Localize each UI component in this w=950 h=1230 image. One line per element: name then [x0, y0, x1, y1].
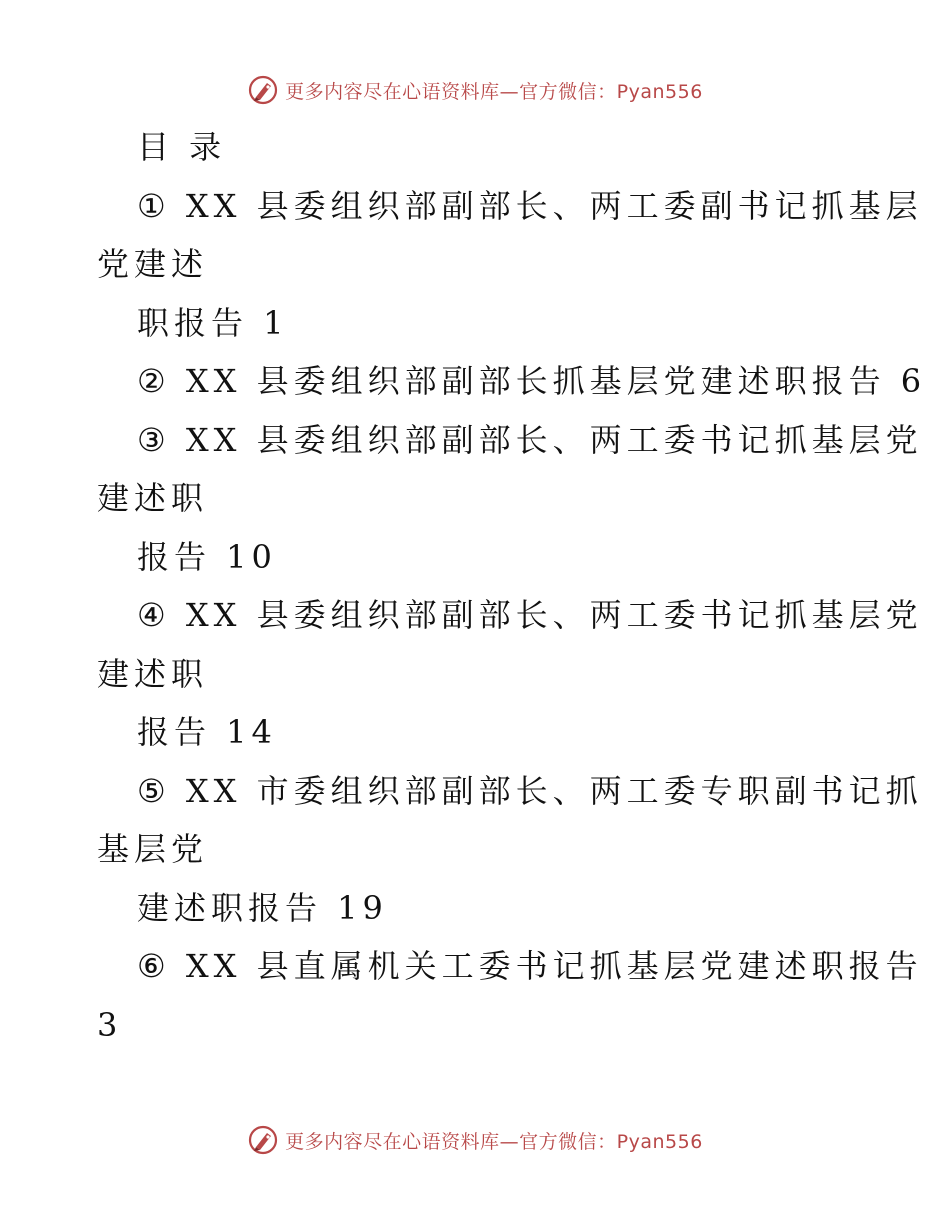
- table-of-contents: [97, 118, 927, 1054]
- footer-watermark-banner: [0, 1120, 950, 1160]
- toc-entry-5-page: 建述职报告 19: [137, 888, 388, 927]
- toc-entry-6-page: 3: [97, 1005, 123, 1044]
- toc-entry-2: ② XX 县委组织部副部长抓基层党建述职报告 6: [137, 362, 927, 400]
- toc-entry-3: ③ XX 县委组织部副部长、两工委书记抓基层党: [137, 420, 923, 459]
- toc-entry-6: ⑥ XX 县直属机关工委书记抓基层党建述职报告: [137, 947, 923, 985]
- pen-logo-icon: [247, 74, 279, 106]
- toc-entry-1-cont: 党建述: [97, 245, 209, 283]
- header-watermark-banner: [0, 70, 950, 110]
- toc-entry-3-page: 报告 10: [137, 537, 277, 576]
- toc-entry-1-page: 职报告 1: [137, 303, 289, 342]
- toc-title: 目 录: [137, 128, 227, 166]
- toc-entry-5: ⑤ XX 市委组织部副部长、两工委专职副书记抓: [137, 771, 923, 810]
- pen-logo-icon: [247, 1124, 279, 1156]
- banner-text: 更多内容尽在心语资料库—官方微信：Pyan556: [285, 80, 703, 103]
- toc-entry-5-cont: 基层党: [97, 830, 209, 868]
- toc-entry-3-cont: 建述职: [97, 479, 209, 517]
- toc-entry-4-cont: 建述职: [97, 654, 209, 693]
- toc-entry-4: ④ XX 县委组织部副部长、两工委书记抓基层党: [137, 596, 923, 634]
- toc-entry-1: ① XX 县委组织部副部长、两工委副书记抓基层: [137, 186, 923, 225]
- banner-text: 更多内容尽在心语资料库—官方微信：Pyan556: [285, 1130, 703, 1153]
- toc-entry-4-page: 报告 14: [137, 713, 277, 751]
